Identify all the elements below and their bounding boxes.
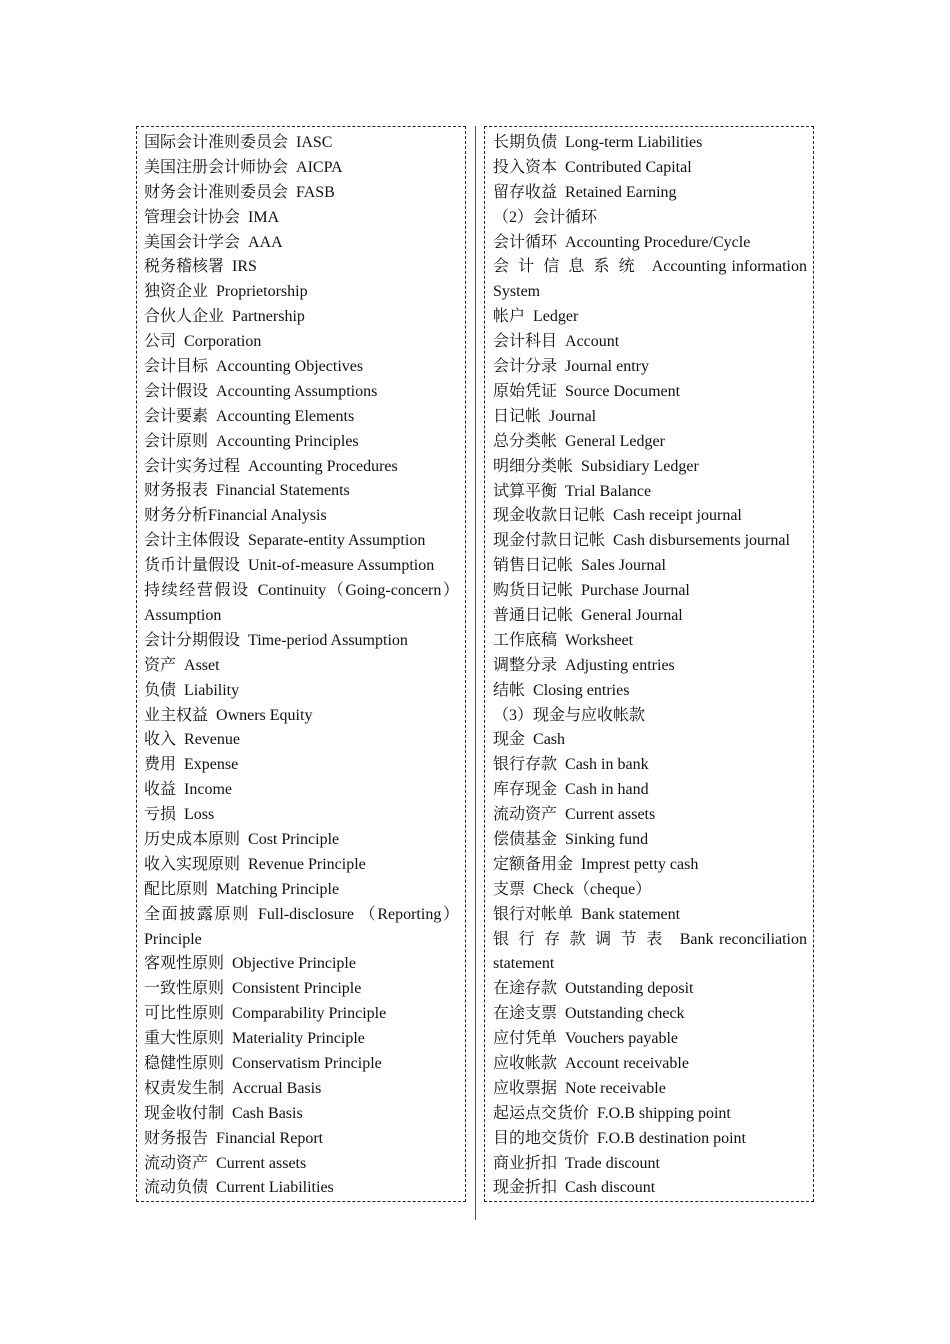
term-chinese: 应收帐款 [493,1055,558,1073]
term-chinese: 会计科目 [493,333,558,351]
term-chinese: 银行对帐单 [493,905,574,923]
glossary-entry [493,853,807,878]
term-english: IMA [248,208,280,226]
term-english: Objective Principle [232,955,356,973]
glossary-entry [144,330,459,355]
term-english: Closing entries [533,681,630,699]
term-english: Subsidiary Ledger [581,457,699,475]
glossary-entry [144,629,459,654]
term-chinese: 银行存款调节表 [493,930,672,948]
glossary-entry [144,355,459,380]
glossary-entry [493,654,807,679]
term-chinese: 原始凭证 [493,382,558,400]
term-english: Imprest petty cash [581,855,699,873]
term-chinese: 银行存款 [493,756,558,774]
term-chinese: 会计实务过程 [144,457,241,475]
term-english: Retained Earning [565,183,677,201]
term-chinese: 稳健性原则 [144,1055,225,1073]
glossary-entry [493,330,807,355]
term-chinese: 管理会计协会 [144,208,241,226]
term-chinese: 历史成本原则 [144,830,241,848]
glossary-entry [144,753,459,778]
glossary-entry [493,1127,807,1152]
term-chinese: 流动负债 [144,1179,209,1197]
term-chinese: 收入实现原则 [144,855,241,873]
term-chinese: 公司 [144,333,177,351]
term-english: Conservatism Principle [232,1055,382,1073]
term-english: Income [184,781,232,799]
glossary-entry [144,305,459,330]
term-english: Vouchers payable [565,1030,679,1048]
term-chinese: 试算平衡 [493,482,558,500]
term-english: Cash in bank [565,756,649,774]
term-chinese: 美国会计学会 [144,233,241,251]
term-english: F.O.B shipping point [597,1104,731,1122]
term-english: Cost Principle [248,830,340,848]
term-chinese: 客观性原则 [144,955,225,973]
glossary-entry [493,1052,807,1077]
term-english: Journal [549,407,597,425]
term-chinese: 业主权益 [144,706,209,724]
term-english: Expense [184,756,239,774]
term-english: Partnership [232,308,305,326]
term-chinese: 流动资产 [493,806,558,824]
term-english: Accounting Procedures [248,457,398,475]
glossary-entry [144,255,459,280]
glossary-entry [144,131,459,156]
term-chinese: 现金 [493,731,526,749]
term-english: Sinking fund [565,830,649,848]
term-english: Asset [184,656,220,674]
term-english: Worksheet [565,631,634,649]
term-english: Cash disbursements journal [613,532,790,550]
glossary-entry [144,704,459,729]
glossary-entry [144,529,459,554]
term-chinese: 权责发生制 [144,1079,225,1097]
glossary-entry [493,1176,807,1201]
term-chinese: 资产 [144,656,177,674]
glossary-entry [144,554,459,579]
glossary-entry [144,679,459,704]
term-english: Accounting Assumptions [216,382,378,400]
term-chinese: 起运点交货价 [493,1104,590,1122]
glossary-entry [144,1152,459,1177]
term-chinese: 会计分录 [493,358,558,376]
glossary-entry [493,430,807,455]
term-english: Cash Basis [232,1104,303,1122]
term-chinese: 投入资本 [493,158,558,176]
glossary-entry [144,878,459,903]
term-english: Outstanding deposit [565,980,694,998]
term-english: Bank reconciliation statement [493,930,807,973]
glossary-entry [493,181,807,206]
term-english: Owners Equity [216,706,313,724]
term-chinese: （2）会计循环 [493,208,598,226]
glossary-entry [493,504,807,529]
term-chinese: 收入 [144,731,177,749]
term-chinese: 收益 [144,781,177,799]
term-english: General Journal [581,606,683,624]
term-chinese: 持续经营假设 [144,582,250,600]
glossary-entry [493,355,807,380]
term-english: Note receivable [565,1079,666,1097]
term-english: Account receivable [565,1055,689,1073]
term-chinese: 配比原则 [144,880,209,898]
term-english: Accounting Principles [216,432,359,450]
term-chinese: 明细分类帐 [493,457,574,475]
glossary-entry [144,803,459,828]
glossary-entry [144,280,459,305]
term-chinese: 日记帐 [493,407,542,425]
term-chinese: 会计假设 [144,382,209,400]
glossary-entry [493,405,807,430]
term-english: Materiality Principle [232,1030,365,1048]
term-chinese: 在途存款 [493,980,558,998]
term-chinese: 可比性原则 [144,1005,225,1023]
term-chinese: 一致性原则 [144,980,225,998]
term-english: Accounting information System [493,258,807,301]
term-english: Accounting Elements [216,407,355,425]
term-chinese: 留存收益 [493,183,558,201]
term-english: Unit-of-measure Assumption [248,557,435,575]
term-english: Proprietorship [216,283,308,301]
term-english: Bank statement [581,905,681,923]
glossary-entry [144,903,459,953]
glossary-entry [144,455,459,480]
term-chinese: 会计主体假设 [144,532,241,550]
glossary-entry [493,629,807,654]
term-chinese: 会计信息系统 [493,258,644,276]
glossary-entry [493,1077,807,1102]
term-english: Current assets [565,806,656,824]
glossary-entry [493,753,807,778]
term-chinese: 普通日记帐 [493,606,574,624]
glossary-entry [144,977,459,1002]
glossary-entry [144,654,459,679]
glossary-entry [493,455,807,480]
term-english: AICPA [296,158,343,176]
term-chinese: 现金收付制 [144,1104,225,1122]
term-english: F.O.B destination point [597,1129,746,1147]
term-chinese: 负债 [144,681,177,699]
term-chinese: 总分类帐 [493,432,558,450]
term-chinese: 会计分期假设 [144,631,241,649]
glossary-entry [493,1027,807,1052]
glossary-entry [493,1002,807,1027]
term-english: Separate-entity Assumption [248,532,426,550]
glossary-entry [493,828,807,853]
term-chinese: 销售日记帐 [493,557,574,575]
glossary-entry [144,952,459,977]
term-chinese: 应付凭单 [493,1030,558,1048]
term-chinese: 重大性原则 [144,1030,225,1048]
glossary-entry [144,728,459,753]
glossary-entry [144,828,459,853]
term-english: Continuity（Going-concern）Assumption [144,582,459,624]
glossary-entry [493,778,807,803]
term-chinese: 税务稽核署 [144,258,225,276]
term-chinese: 定额备用金 [493,855,574,873]
term-english: Trade discount [565,1154,660,1172]
glossary-entry [144,1027,459,1052]
term-english: General Ledger [565,432,665,450]
glossary-column-left [136,126,466,1202]
glossary-entry [493,1102,807,1127]
term-chinese: 亏损 [144,806,177,824]
glossary-entry [493,903,807,928]
glossary-entry [144,778,459,803]
term-english: Current assets [216,1154,307,1172]
term-chinese: 库存现金 [493,781,558,799]
term-english: Current Liabilities [216,1179,334,1197]
term-english: Financial Analysis [208,507,327,525]
term-chinese: 商业折扣 [493,1154,558,1172]
term-chinese: 调整分录 [493,656,558,674]
glossary-entry [144,181,459,206]
term-english: Comparability Principle [232,1005,387,1023]
term-english: Loss [184,806,215,824]
term-english: Long-term Liabilities [565,134,703,151]
term-chinese: 结帐 [493,681,526,699]
term-chinese: 财务报告 [144,1129,209,1147]
glossary-entry [493,131,807,156]
glossary-entry [493,554,807,579]
term-english: Financial Report [216,1129,324,1147]
term-chinese: 会计要素 [144,407,209,425]
term-english: Revenue Principle [248,855,366,873]
term-chinese: 目的地交货价 [493,1129,590,1147]
term-chinese: 会计目标 [144,358,209,376]
glossary-entry [144,206,459,231]
glossary-entry [493,928,807,978]
term-english: FASB [296,183,335,201]
glossary-entry [493,305,807,330]
term-english: Contributed Capital [565,158,692,176]
glossary-entry [493,156,807,181]
term-chinese: 合伙人企业 [144,308,225,326]
glossary-entry [144,853,459,878]
term-chinese: 会计循环 [493,233,558,251]
term-chinese: 财务报表 [144,482,209,500]
glossary-entry [493,728,807,753]
glossary-entry [493,679,807,704]
term-english: Sales Journal [581,557,666,575]
glossary-entry [144,504,459,529]
glossary-entry [493,380,807,405]
term-chinese: 应收票据 [493,1079,558,1097]
term-english: AAA [248,233,283,251]
glossary-entry [493,529,807,554]
term-chinese: 货币计量假设 [144,557,241,575]
term-english: Trial Balance [565,482,652,500]
term-chinese: 国际会计准则委员会 [144,134,289,151]
term-chinese: 全面披露原则 [144,905,250,923]
glossary-entry [493,977,807,1002]
term-chinese: 会计原则 [144,432,209,450]
glossary-entry [493,878,807,903]
term-chinese: 财务会计准则委员会 [144,183,289,201]
glossary-entry [144,479,459,504]
glossary-entry [144,1127,459,1152]
term-english: Cash receipt journal [613,507,742,525]
term-english: Full-disclosure （Reporting） Principle [144,905,459,948]
term-chinese: 费用 [144,756,177,774]
term-chinese: 偿债基金 [493,830,558,848]
column-divider [475,126,476,1220]
glossary-entry [493,579,807,604]
term-chinese: 帐户 [493,308,526,326]
glossary-entry [144,1102,459,1127]
glossary-entry [144,1077,459,1102]
glossary-entry [493,704,807,729]
glossary-entry [144,156,459,181]
term-english: IRS [232,258,257,276]
term-english: Check（cheque） [533,880,652,898]
term-english: Account [565,333,620,351]
term-english: Consistent Principle [232,980,362,998]
term-english: Cash in hand [565,781,649,799]
term-chinese: 现金收款日记帐 [493,507,606,525]
term-english: Source Document [565,382,681,400]
term-chinese: 财务分析 [144,507,209,525]
glossary-entry [493,803,807,828]
term-chinese: （3）现金与应收帐款 [493,706,646,724]
glossary-entry [144,405,459,430]
term-english: Outstanding check [565,1005,685,1023]
term-english: Corporation [184,333,262,351]
term-chinese: 流动资产 [144,1154,209,1172]
term-english: Journal entry [565,358,649,376]
term-english: Revenue [184,731,240,749]
glossary-entry [493,1152,807,1177]
term-chinese: 支票 [493,880,526,898]
glossary-entry [493,206,807,231]
glossary-entry [493,480,807,505]
glossary-entry [144,1052,459,1077]
term-english: Accounting Procedure/Cycle [565,233,751,251]
term-english: Ledger [533,308,579,326]
glossary-entry [493,231,807,256]
term-chinese: 现金付款日记帐 [493,532,606,550]
glossary-entry [144,430,459,455]
term-english: Accrual Basis [232,1079,322,1097]
term-english: Liability [184,681,240,699]
term-chinese: 长期负债 [493,134,558,151]
term-english: Time-period Assumption [248,631,408,649]
term-chinese: 独资企业 [144,283,209,301]
term-english: IASC [296,134,333,151]
term-english: Matching Principle [216,880,340,898]
glossary-entry [493,604,807,629]
term-english: Financial Statements [216,482,350,500]
term-english: Purchase Journal [581,582,690,600]
term-english: Adjusting entries [565,656,675,674]
term-chinese: 工作底稿 [493,631,558,649]
glossary-entry [144,1002,459,1027]
term-chinese: 购货日记帐 [493,582,574,600]
glossary-column-right [484,126,814,1202]
glossary-entry [144,380,459,405]
term-english: Accounting Objectives [216,358,364,376]
term-chinese: 在途支票 [493,1005,558,1023]
glossary-entry [144,1176,459,1201]
term-chinese: 现金折扣 [493,1179,558,1197]
term-english: Cash discount [565,1179,656,1197]
glossary-entry [493,255,807,305]
term-chinese: 美国注册会计师协会 [144,158,289,176]
glossary-entry [144,231,459,256]
term-english: Cash [533,731,566,749]
glossary-entry [144,579,459,629]
